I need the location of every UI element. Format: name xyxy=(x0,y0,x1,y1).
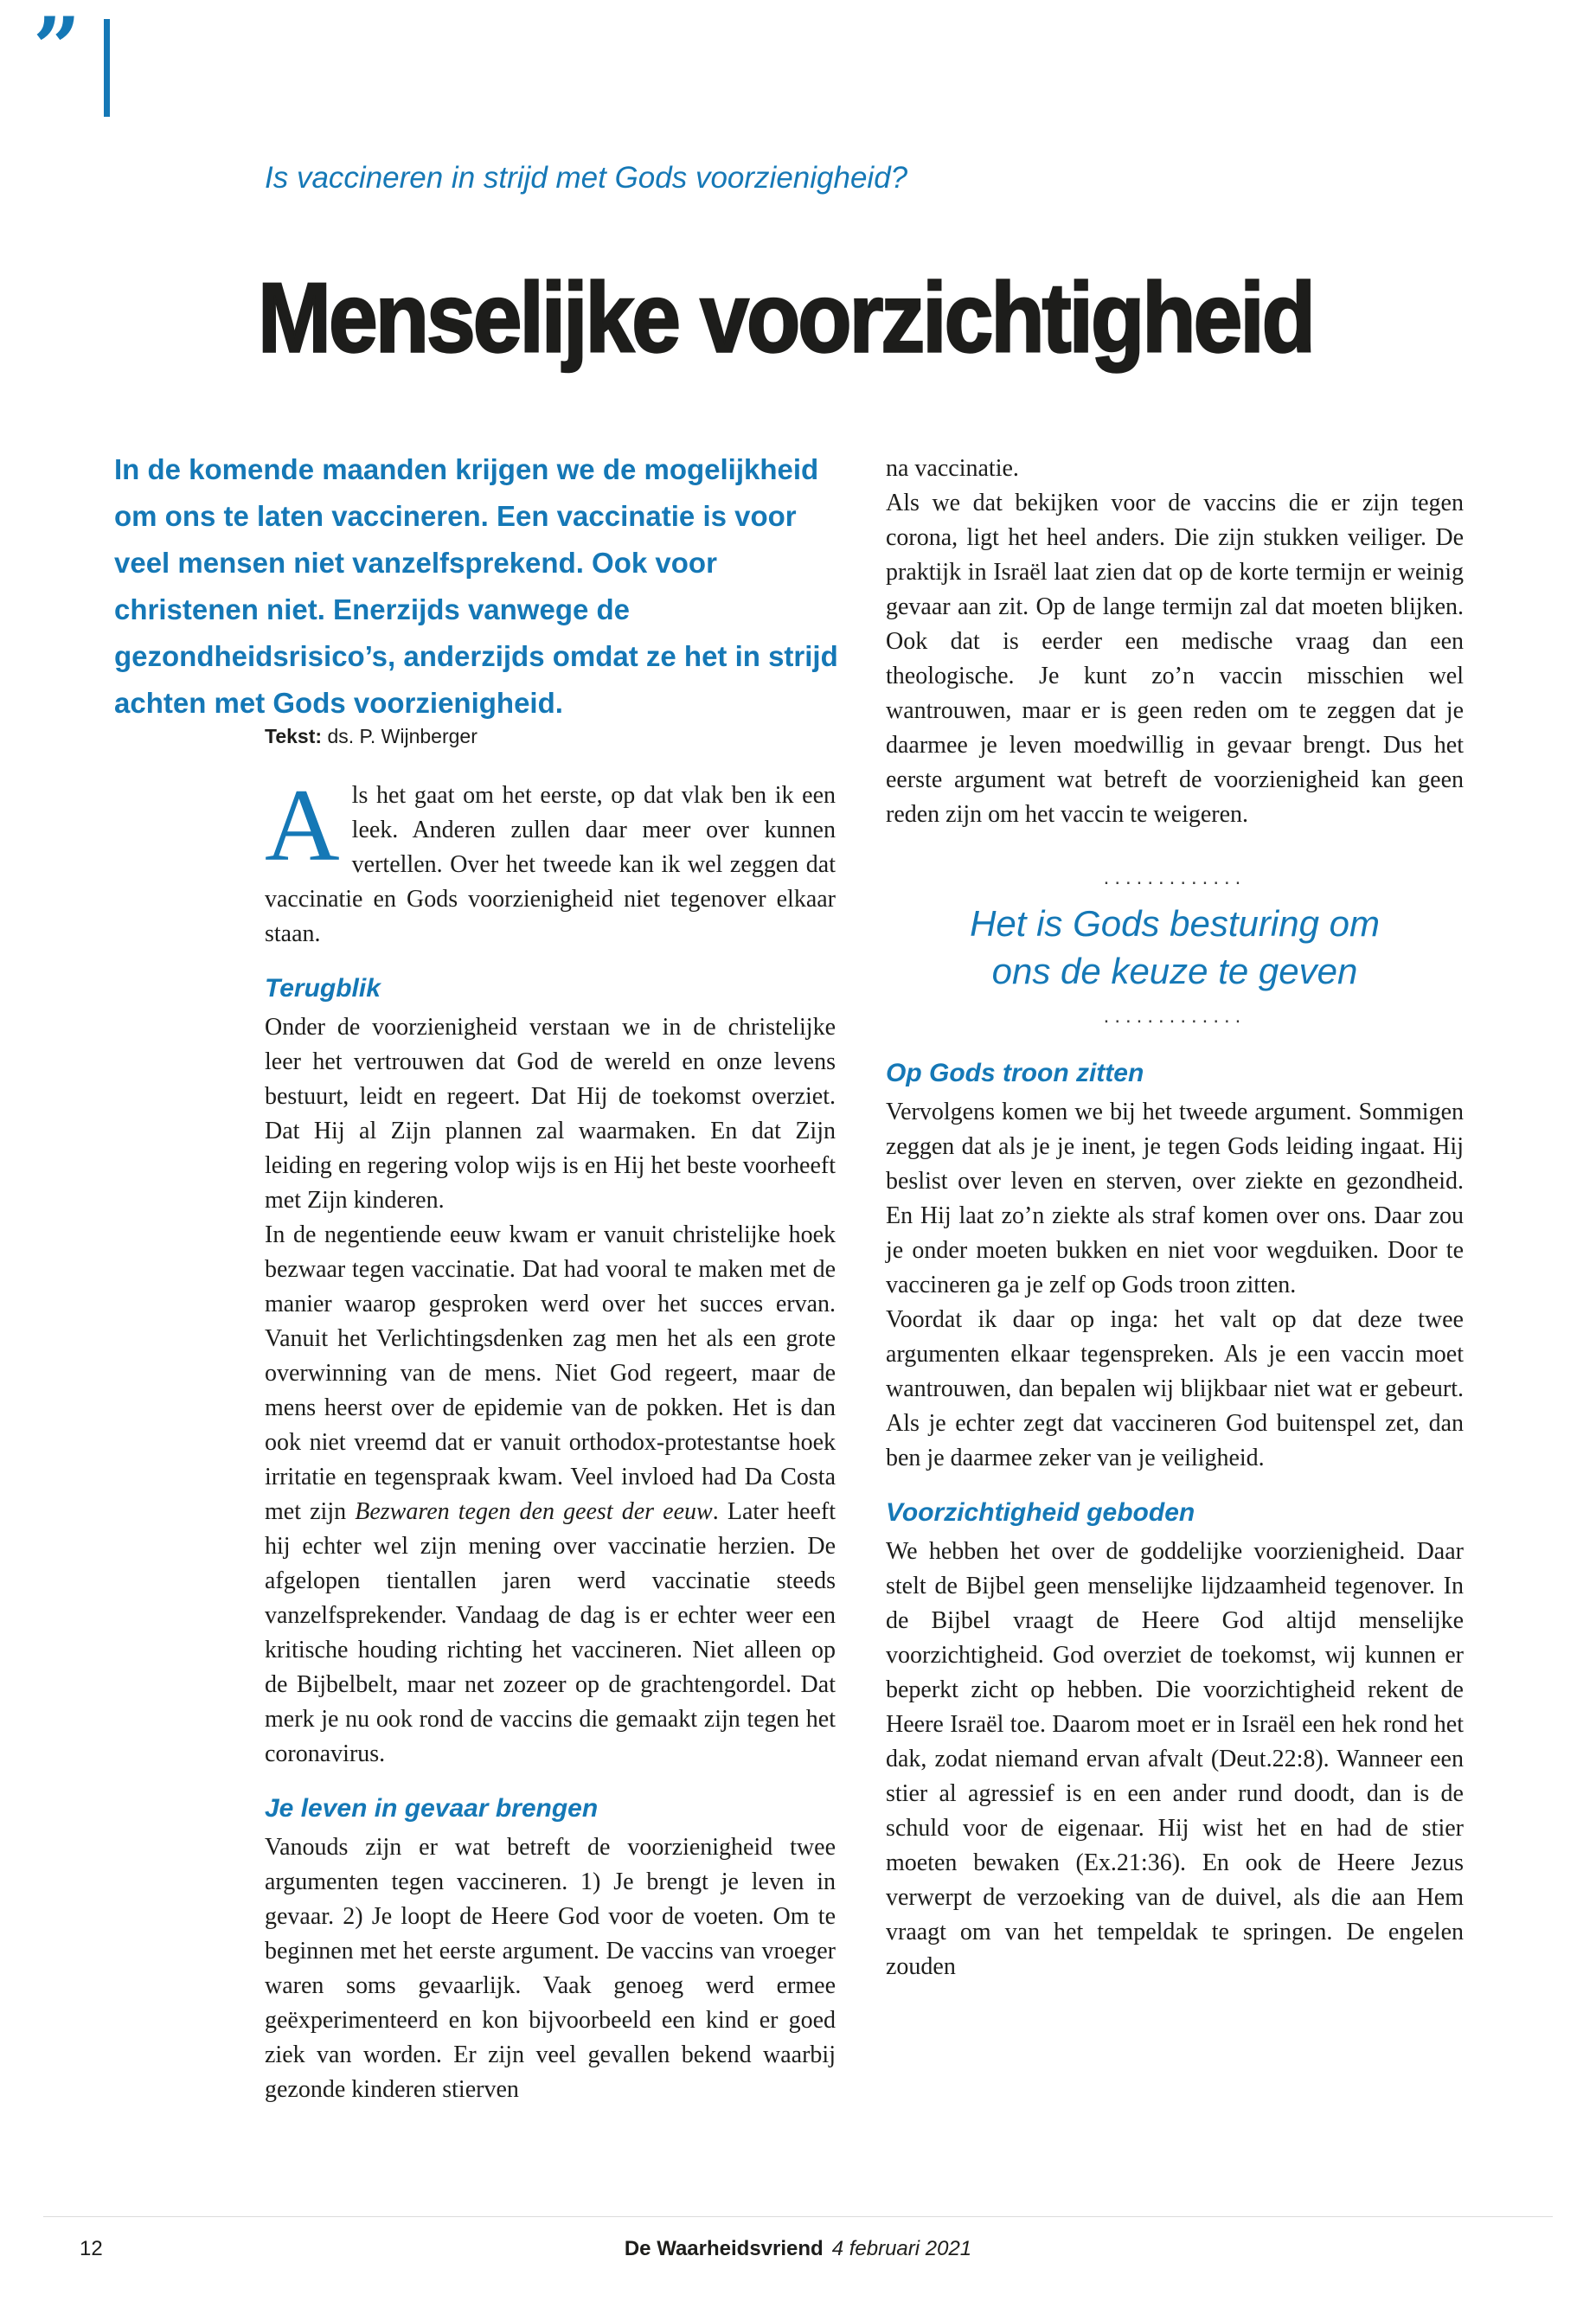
left-column xyxy=(265,767,836,2107)
pull-quote-line: ons de keuze te geven xyxy=(991,951,1358,991)
heading-terugblik: Terugblik xyxy=(265,974,381,1003)
paragraph: Voordat ik daar op inga: het valt op dat deze twee argumenten elkaar tegenspreken. Als je een vaccin moet wantrouwen, dan bepalen wij blijkbaar niet wat er gebeurt. Als je echter zegt dat vaccineren God buitenspel zet, dan ben je daarmee zeker van je veiligheid. xyxy=(886,1306,1464,1471)
opening-text: ls het gaat om het eerste, op dat vlak ben ik een leek. Anderen zullen daar meer over kunnen vertellen. Over het tweede kan ik wel zeggen dat vaccinatie en Gods voorzienigheid niet tegenover elkaar staan. xyxy=(265,782,836,947)
byline-label: Tekst: xyxy=(265,725,323,747)
page-number: 12 xyxy=(80,2237,103,2260)
pull-quote-text xyxy=(886,891,1464,1003)
pull-quote-line: Het is Gods besturing om xyxy=(970,903,1380,944)
paragraph: na vaccinatie. xyxy=(886,455,1019,482)
magazine-name: De Waarheidsvriend xyxy=(624,2237,824,2260)
paragraph-text: . Later heeft hij echter wel zijn mening over vaccinatie herzien. De afgelopen tientallen jaren werd vaccinatie steeds vanzelfsprekender. Vandaag de dag is er echter weer een kritische houding richting het vaccineren. Niet alleen op de Bijbelbelt, maar net zozeer op de grachtengordel. Dat merk je nu ook rond de vaccins die gemaakt zijn tegen het coronavirus. xyxy=(265,1498,836,1767)
footer-rule xyxy=(43,2216,1553,2217)
accent-rule xyxy=(104,19,110,117)
dots-divider: ............. xyxy=(1103,866,1247,889)
heading-op-gods-troon: Op Gods troon zitten xyxy=(886,1059,1144,1087)
right-column xyxy=(886,452,1464,1984)
byline xyxy=(265,725,478,748)
paragraph-text: In de negentiende eeuw kwam er vanuit christelijke hoek bezwaar tegen vaccinatie. Dat had vooral te maken met de manier waarop gesproken werd over het succes ervan. Vanuit het Verlichtingsdenken zag men het als een grote overwinning van de mens. Niet God regeert, maar de mens heerst over de epidemie van de pokken. Het is dan ook niet vreemd dat er vanuit orthodox-protestantse hoek irritatie en tegenspraak kwam. Veel invloed had Da Costa met zijn xyxy=(265,1221,836,1525)
opening-paragraph xyxy=(265,767,836,952)
paragraph: Vanouds zijn er wat betreft de voorzienigheid twee argumenten tegen vaccineren. 1) Je brengt je leven in gevaar. 2) Je loopt de Heere God voor de voeten. Om te beginnen met het eerste argument. De vaccins van vroeger waren soms gevaarlijk. Vaak genoeg werd ermee geëxperimenteerd en kon bijvoorbeeld een kind er goed ziek van worden. Er zijn veel gevallen bekend waarbij gezonde kinderen stierven xyxy=(265,1834,836,2103)
quote-mark-icon: ” xyxy=(33,0,81,97)
article-title: Menselijke voorzichtigheid xyxy=(258,262,1313,374)
intro-paragraph: In de komende maanden krijgen we de mogelijkheid om ons te laten vaccineren. Een vaccinatie is voor veel mensen niet vanzelfsprekend. Ook voor christenen niet. Enerzijds vanwege de gezondheidsrisico’s, anderzijds omdat ze het in strijd achten met Gods voorzienigheid. xyxy=(114,453,838,719)
footer xyxy=(0,2237,1596,2261)
paragraph: We hebben het over de goddelijke voorzienigheid. Daar stelt de Bijbel geen menselijke lijdzaamheid tegenover. In de Bijbel vraagt de Heere God altijd menselijke voorzichtigheid. God overziet de toekomst, wij kunnen er beperkt zicht op hebben. Die voorzichtigheid rekent de Heere Israël toe. Daarom moet er in Israël een hek rond het dak, zodat niemand ervan afvalt (Deut.22:8). Wanneer een stier al agressief is en een ander rund doodt, dan is de schuld voor de eigenaar. Hij wist het en had de stier moeten bewaken (Ex.21:36). En ook de Heere Jezus verwerpt de verzoeking van de duivel, als die aan Hem vraagt om van het tempeldak te springen. De engelen zouden xyxy=(886,1538,1464,1980)
heading-voorzichtigheid-geboden: Voorzichtigheid geboden xyxy=(886,1498,1195,1527)
book-title: Bezwaren tegen den geest der eeuw xyxy=(355,1498,713,1525)
byline-name: ds. P. Wijnberger xyxy=(327,725,478,747)
heading-je-leven-in-gevaar: Je leven in gevaar brengen xyxy=(265,1794,599,1823)
paragraph: Vervolgens komen we bij het tweede argument. Sommigen zeggen dat als je je inent, je tegen Gods leiding ingaat. Hij beslist over leven en sterven, over ziekte en gezondheid. En Hij laat zo’n ziekte als straf komen over ons. Daar zou je onder moeten bukken en niet voor wegduiken. Door te vaccineren ga je zelf op Gods troon zitten. xyxy=(886,1099,1464,1298)
dropcap: A xyxy=(265,767,340,882)
kicker: Is vaccineren in strijd met Gods voorzienigheid? xyxy=(265,161,908,195)
paragraph: Als we dat bekijken voor de vaccins die er zijn tegen corona, ligt het heel anders. Die zijn stukken veiliger. De praktijk in Israël laat zien dat op de korte termijn er weinig gevaar aan zit. Op de lange termijn zal dat moeten blijken. Ook dat is eerder een medische vraag dan een theologische. Je kunt zo’n vaccin misschien wel wantrouwen, maar er is geen reden om te zeggen dat je daarmee je leven moedwillig in gevaar brengt. Dus het eerste argument wat betreft de voorzienigheid kan geen reden zijn om het vaccin te weigeren. xyxy=(886,490,1464,828)
pull-quote xyxy=(886,865,1464,1029)
issue-date: 4 februari 2021 xyxy=(831,2237,972,2260)
paragraph xyxy=(265,1218,836,1772)
paragraph: Onder de voorzienigheid verstaan we in de christelijke leer het vertrouwen dat God de wereld en onze levens bestuurt, leidt en regeert. Dat Hij de toekomst overziet. Dat Hij al Zijn plannen zal waarmaken. En dat Zijn leiding en regering volop wijs is en Hij het beste voorheeft met Zijn kinderen. xyxy=(265,1014,836,1214)
dots-divider: ............. xyxy=(1103,1004,1247,1028)
